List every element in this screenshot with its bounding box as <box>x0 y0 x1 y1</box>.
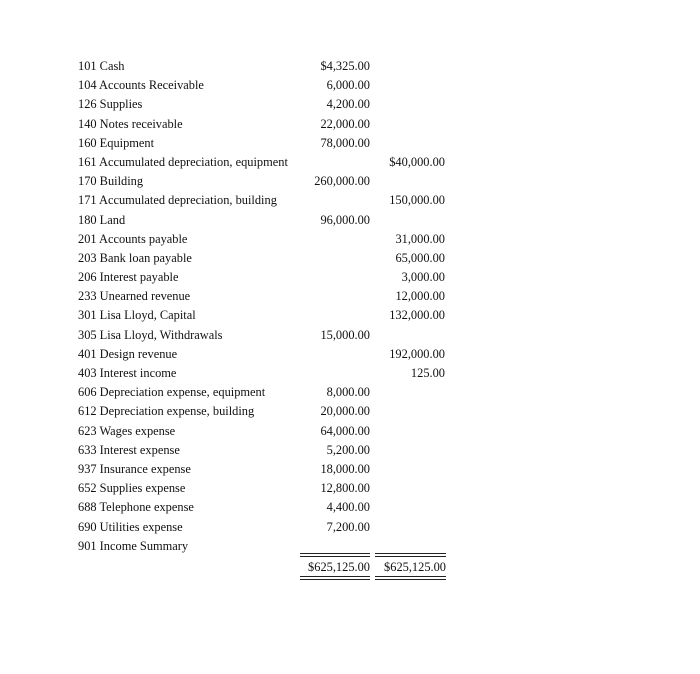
total-credit-value: $625,125.00 <box>384 560 446 574</box>
account-name: 104 Accounts Receivable <box>78 78 204 93</box>
account-name: 652 Supplies expense <box>78 481 186 496</box>
account-name: 688 Telephone expense <box>78 500 194 515</box>
account-name: 606 Depreciation expense, equipment <box>78 385 266 400</box>
credit-amount: 192,000.00 <box>389 346 445 361</box>
credit-amount: 65,000.00 <box>395 250 445 265</box>
account-name: 201 Accounts payable <box>78 231 188 246</box>
account-name: 206 Interest payable <box>78 270 179 285</box>
account-name: 937 Insurance expense <box>78 461 191 476</box>
total-credit <box>375 553 446 583</box>
account-name: 180 Land <box>78 212 126 227</box>
credit-amount: 12,000.00 <box>395 289 445 304</box>
credit-amount: 125.00 <box>410 366 445 380</box>
debit-amount: 64,000.00 <box>320 423 370 438</box>
debit-amount: 8,000.00 <box>326 385 370 400</box>
totals-row <box>300 553 446 583</box>
total-debit-value: $625,125.00 <box>308 560 370 574</box>
debit-amount: 12,800.00 <box>320 481 370 496</box>
debit-amount: 6,000.00 <box>326 78 370 93</box>
credit-amount: 31,000.00 <box>395 231 445 246</box>
credit-amount: 132,000.00 <box>389 308 445 323</box>
account-name: 612 Depreciation expense, building <box>78 404 255 419</box>
account-name: 233 Unearned revenue <box>78 289 191 304</box>
account-name: 305 Lisa Lloyd, Withdrawals <box>78 327 223 342</box>
account-name: 101 Cash <box>78 59 125 73</box>
credit-amount: 3,000.00 <box>401 270 445 285</box>
debit-amount: 260,000.00 <box>314 174 370 189</box>
account-name: 161 Accumulated depreciation, equipment <box>78 154 288 169</box>
account-name: 140 Notes receivable <box>78 116 183 131</box>
account-name: 126 Supplies <box>78 97 143 112</box>
debit-amount: 22,000.00 <box>320 116 370 131</box>
account-name: 203 Bank loan payable <box>78 250 192 265</box>
account-name: 690 Utilities expense <box>78 519 183 534</box>
debit-amount: 18,000.00 <box>320 461 370 476</box>
debit-amount: 4,400.00 <box>326 500 370 515</box>
account-name: 623 Wages expense <box>78 423 176 438</box>
account-name: 401 Design revenue <box>78 346 178 361</box>
total-debit <box>300 553 370 583</box>
account-name: 301 Lisa Lloyd, Capital <box>78 308 196 323</box>
credit-amount: $40,000.00 <box>389 154 445 169</box>
account-name: 633 Interest expense <box>78 442 180 457</box>
account-name: 171 Accumulated depreciation, building <box>78 193 277 208</box>
debit-amount: 7,200.00 <box>326 519 370 534</box>
debit-amount: $4,325.00 <box>320 59 370 73</box>
account-name: 901 Income Summary <box>78 538 189 553</box>
debit-amount: 96,000.00 <box>320 212 370 227</box>
debit-amount: 4,200.00 <box>326 97 370 112</box>
debit-amount: 20,000.00 <box>320 404 370 419</box>
account-name: 403 Interest income <box>78 366 177 380</box>
debit-amount: 15,000.00 <box>320 327 370 342</box>
debit-amount: 5,200.00 <box>326 442 370 457</box>
debit-amount: 78,000.00 <box>320 135 370 150</box>
credit-amount: 150,000.00 <box>389 193 445 208</box>
account-name: 170 Building <box>78 174 144 189</box>
account-name: 160 Equipment <box>78 135 155 150</box>
